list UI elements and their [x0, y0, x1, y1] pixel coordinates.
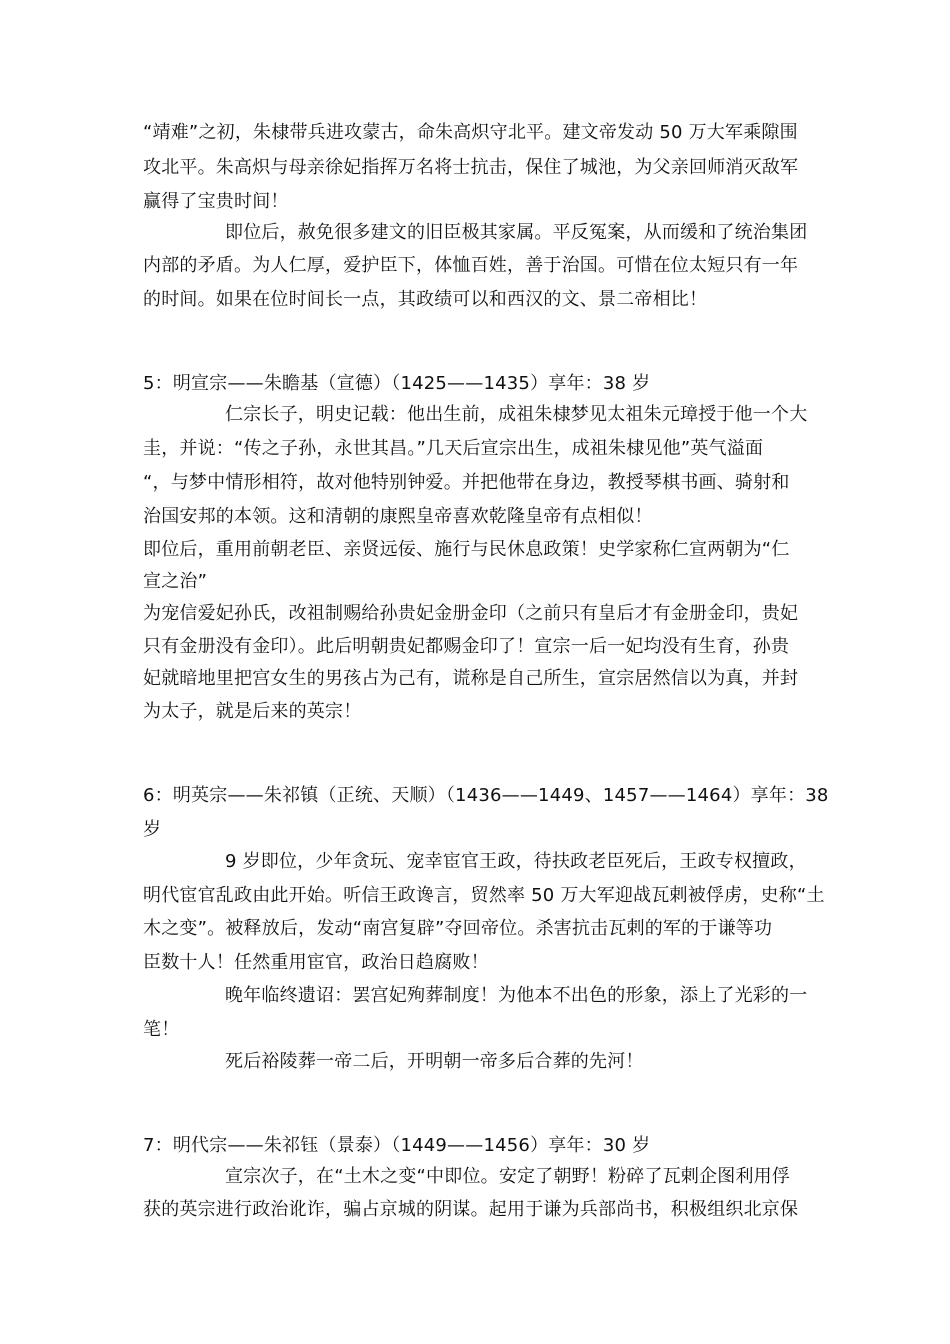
section-heading: 6：明英宗——朱祁镇（正统、天顺）（1436——1449、1457——1464）享年：38	[143, 785, 829, 806]
text-line: 即位后，赦免很多建文的旧臣极其家属。平反冤案，从而缓和了统治集团	[225, 222, 808, 243]
text-line: 妃就暗地里把宫女生的男孩占为己有，谎称是自己所生，宣宗居然信以为真，并封	[143, 668, 799, 689]
text-line: 仁宗长子，明史记载：他出生前，成祖朱棣梦见太祖朱元璋授于他一个大	[225, 404, 808, 425]
text-line: 晚年临终遗诏：罢宫妃殉葬制度！为他本不出色的形象，添上了光彩的一	[225, 985, 808, 1006]
text-line: “靖难”之初，朱棣带兵进攻蒙古，命朱高炽守北平。建文帝发动 50 万大军乘隙围	[143, 122, 798, 143]
text-line: 死后裕陵葬一帝二后，开明朝一帝多后合葬的先河！	[225, 1051, 644, 1072]
text-line: 木之变”。被释放后，发动“南宫复辟”夺回帝位。杀害抗击瓦剌的军的于谦等功	[143, 918, 773, 939]
text-line: 赢得了宝贵时间！	[143, 191, 289, 212]
text-line: “，与梦中情形相符，故对他特别钟爱。并把他带在身边，教授琴棋书画、骑射和	[143, 472, 790, 493]
text-line: 为太子，就是后来的英宗！	[143, 701, 362, 722]
text-line: 宣之治”	[143, 571, 208, 592]
text-line: 宣宗次子，在“土木之变“中即位。安定了朝野！粉碎了瓦剌企图利用俘	[225, 1166, 791, 1187]
section-heading: 7：明代宗——朱祁钰（景泰）（1449——1456）享年：30 岁	[143, 1135, 651, 1156]
text-line: 笔！	[143, 1019, 180, 1040]
text-line: 内部的矛盾。为人仁厚，爱护臣下，体恤百姓，善于治国。可惜在位太短只有一年	[143, 255, 799, 276]
text-line: 只有金册没有金印）。此后明朝贵妃都赐金印了！宣宗一后一妃均没有生育，孙贵	[143, 636, 790, 657]
text-line: 治国安邦的本领。这和清朝的康熙皇帝喜欢乾隆皇帝有点相似！	[143, 506, 653, 527]
text-line: 的时间。如果在位时间长一点，其政绩可以和西汉的文、景二帝相比！	[143, 289, 708, 310]
text-line: 获的英宗进行政治讹诈，骗占京城的阴谋。起用于谦为兵部尚书，积极组织北京保	[143, 1199, 799, 1220]
text-line: 为宠信爱妃孙氏，改祖制赐给孙贵妃金册金印（之前只有皇后才有金册金印，贵妃	[143, 603, 799, 624]
text-line: 9 岁即位，少年贪玩、宠幸宦官王政，待扶政老臣死后，王政专权擅政，	[225, 851, 807, 872]
text-line: 岁	[143, 819, 162, 840]
section-heading: 5：明宣宗——朱瞻基（宣德）（1425——1435）享年：38 岁	[143, 373, 651, 394]
text-line: 明代宦官乱政由此开始。听信王政谗言，贸然率 50 万大军迎战瓦剌被俘虏，史称“土	[143, 885, 825, 906]
text-line: 即位后，重用前朝老臣、亲贤远佞、施行与民休息政策！史学家称仁宣两朝为“仁	[143, 539, 790, 560]
text-line: 臣数十人！任然重用宦官，政治日趋腐败！	[143, 952, 489, 973]
text-line: 圭，并说：“传之子孙，永世其昌。”几天后宣宗出生，成祖朱棣见他”英气溢面	[143, 438, 764, 459]
text-line: 攻北平。朱高炽与母亲徐妃指挥万名将士抗击，保住了城池，为父亲回师消灭敌军	[143, 157, 799, 178]
